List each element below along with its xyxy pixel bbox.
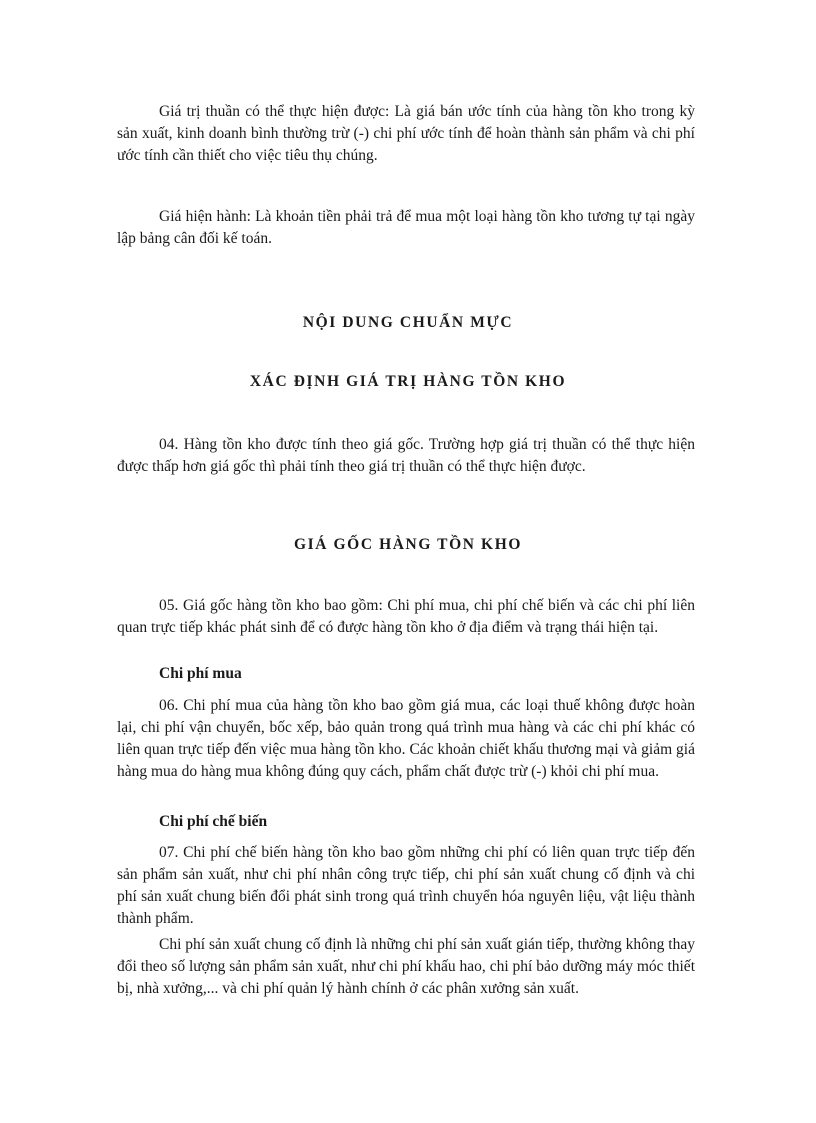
- paragraph-fixed-overhead: Chi phí sản xuất chung cố định là những chi phí sản xuất gián tiếp, thường không thay đổi theo số lượng sản phẩm sản xuất, như chi phí khấu hao, chi phí bảo dưỡng máy móc thiết bị, nhà xưởng,... và chi phí quản lý hành chính ở các phân xưởng sản xuất.: [117, 936, 695, 997]
- heading-standard-content: NỘI DUNG CHUẨN MỰC: [302, 314, 514, 331]
- paragraph-05: 05. Giá gốc hàng tồn kho bao gồm: Chi phí mua, chi phí chế biến và các chi phí liên quan trực tiếp khác phát sinh để có được hàng tồn kho ở địa điểm và trạng thái hiện tại.: [117, 597, 695, 636]
- subheading-purchase-cost: Chi phí mua: [159, 665, 242, 682]
- paragraph-04: 04. Hàng tồn kho được tính theo giá gốc. Trường hợp giá trị thuần có thể thực hiện được thấp hơn giá gốc thì phải tính theo giá trị thuần có thể thực hiện được.: [117, 436, 695, 475]
- heading-inventory-valuation: XÁC ĐỊNH GIÁ TRỊ HÀNG TỒN KHO: [249, 373, 567, 390]
- subheading-processing-cost: Chi phí chế biến: [159, 813, 268, 830]
- paragraph-net-realizable-value: Giá trị thuần có thể thực hiện được: Là giá bán ước tính của hàng tồn kho trong kỳ sản xuất, kinh doanh bình thường trừ (-) chi phí ước tính để hoàn thành sản phẩm và chi phí ước tính cần thiết cho việc tiêu thụ chúng.: [117, 103, 695, 164]
- heading-inventory-cost: GIÁ GỐC HÀNG TỒN KHO: [293, 536, 523, 553]
- paragraph-06: 06. Chi phí mua của hàng tồn kho bao gồm giá mua, các loại thuế không được hoàn lại, chi phí vận chuyển, bốc xếp, bảo quản trong quá trình mua hàng và các chi phí khác có liên quan trực tiếp đến việc mua hàng tồn kho. Các khoản chiết khấu thương mại và giảm giá hàng mua do hàng mua không đúng quy cách, phẩm chất được trừ (-) khỏi chi phí mua.: [117, 697, 695, 780]
- paragraph-current-price: Giá hiện hành: Là khoản tiền phải trả để mua một loại hàng tồn kho tương tự tại ngày lập bảng cân đối kế toán.: [117, 208, 695, 247]
- paragraph-07: 07. Chi phí chế biến hàng tồn kho bao gồm những chi phí có liên quan trực tiếp đến sản phẩm sản xuất, như chi phí nhân công trực tiếp, chi phí sản xuất chung cố định và chi phí sản xuất chung biến đổi phát sinh trong quá trình chuyển hóa nguyên liệu, vật liệu thành thành phẩm.: [117, 844, 695, 927]
